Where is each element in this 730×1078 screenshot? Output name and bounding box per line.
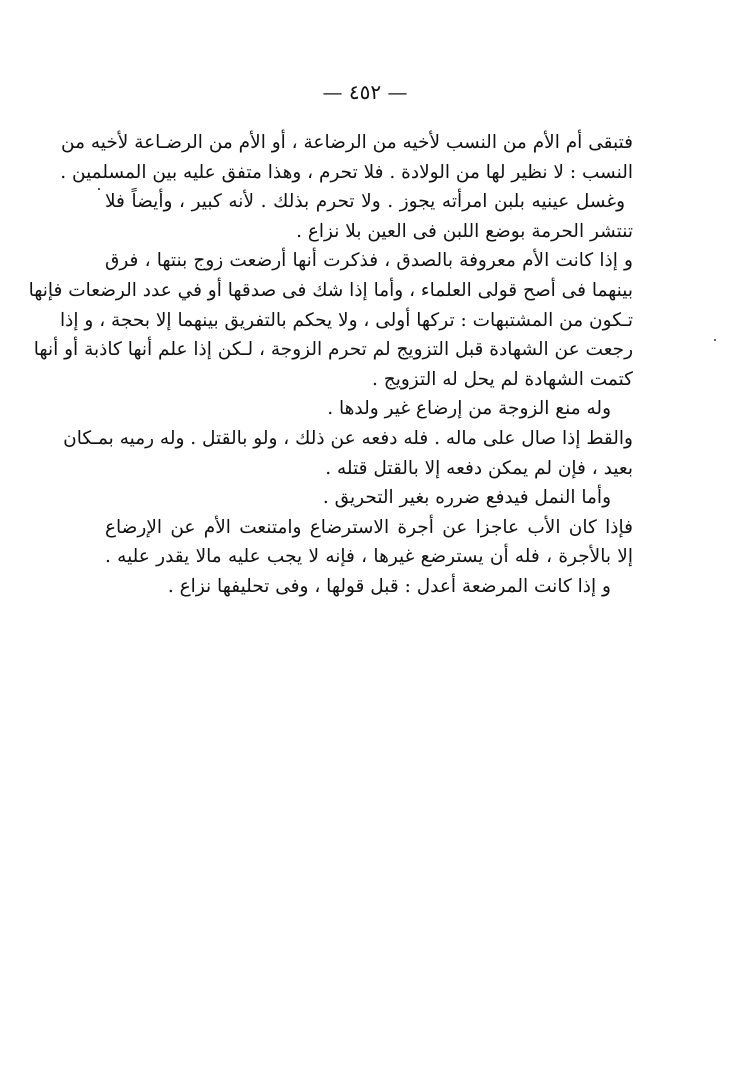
text-line: والقط إذا صال على ماله . فله دفعه عن ذلك ، ولو بالقتل . وله رميه بمـكان [63,427,633,449]
scan-speck [98,188,100,190]
text-line: وله منع الزوجة من إرضاع غير ولدها . [327,398,611,420]
scan-speck [714,339,716,341]
text-line: وأما النمل فيدفع ضرره بغير التحريق . [322,487,611,509]
text-line: تنتشر الحرمة بوضع اللبن فى العين بلا نزاع . [296,220,633,242]
text-line: و إذا كانت الأم معروفة بالصدق ، فذكرت أنها أرضعت زوج بنتها ، فرق [105,250,633,272]
text-line: إلا بالأجرة ، فله أن يسترضع غيرها ، فإنه لا يجب عليه مالا يقدر عليه . [105,546,633,568]
text-line: تـكون من المشتبهات : تركها أولى ، ولا يحكم بالتفريق بينهما إلا بحجة ، و إذا [59,309,633,331]
text-line: و إذا كانت المرضعة أعدل : قبل قولها ، وفى تحليفها نزاع . [167,575,611,597]
text-line: النسب : لا نظير لها من الولادة . فلا تحرم ، وهذا متفق عليه بين المسلمين . [60,161,633,183]
text-line: بينهما فى أصح قولى العلماء ، وأما إذا شك فى صدقها أو في عدد الرضعات فإنها [28,279,633,301]
body-text [28,128,633,602]
page-number-header [0,80,730,104]
page-number: — ٤٥٢ — [322,80,408,104]
text-line: رجعت عن الشهادة قبل التزويج لم تحرم الزوجة ، لـكن إذا علم أنها كاذبة أو أنها [33,339,633,361]
text-line: كتمت الشهادة لم يحل له التزويج . [372,368,633,390]
text-line: فتبقى أم الأم من النسب لأخيه من الرضاعة ، أو الأم من الرضـاعة لأخيه من [60,132,633,153]
text-line: وغسل عينيه بلبن امرأته يجوز . ولا تحرم بذلك . لأنه كبير ، وأيضاً فلا [105,191,625,213]
text-line: فإذا كان الأب عاجزا عن أجرة الاسترضاع وامتنعت الأم عن الإرضاع [105,516,633,538]
text-line: بعيد ، فإن لم يمكن دفعه إلا بالقتل قتله . [325,457,633,479]
